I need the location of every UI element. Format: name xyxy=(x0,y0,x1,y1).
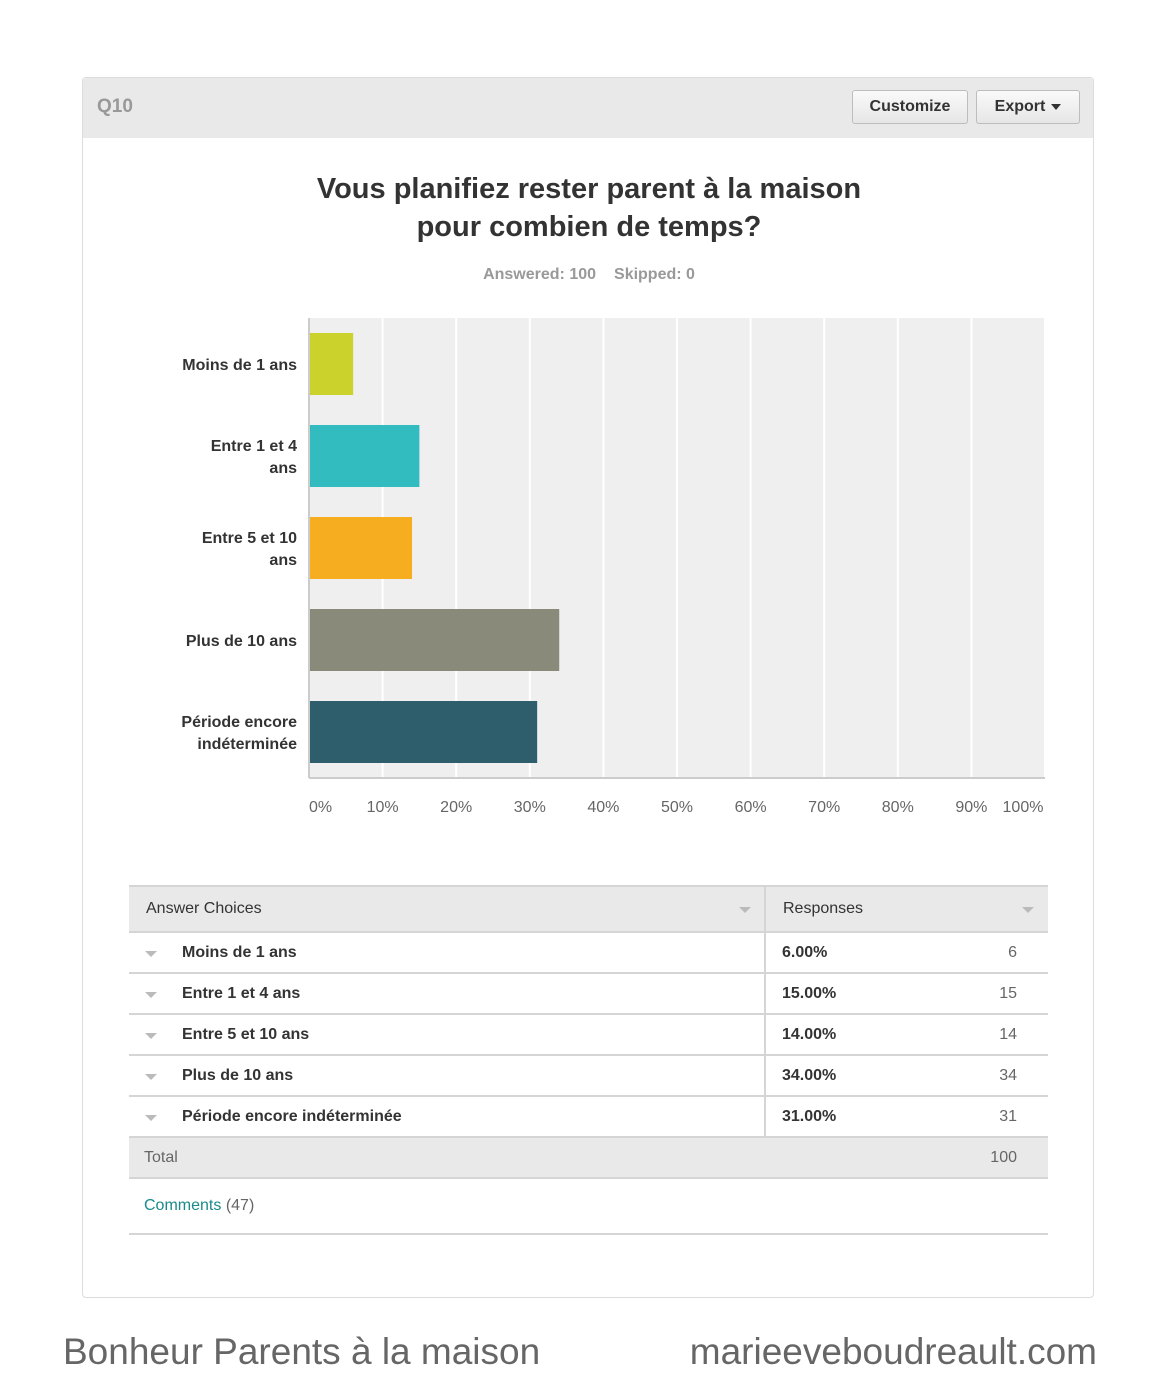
bar-chart xyxy=(83,78,1093,838)
x-tick-label: 80% xyxy=(881,799,914,816)
table-header-row xyxy=(129,886,1048,932)
total-label: Total xyxy=(129,1137,765,1178)
total-row xyxy=(129,1137,1048,1178)
answer-choice-label: Moins de 1 ans xyxy=(182,943,297,961)
answer-choice-cell xyxy=(129,973,765,1014)
question-number: Q10 xyxy=(97,96,133,117)
total-value: 100 xyxy=(765,1137,1048,1178)
bar xyxy=(310,425,419,487)
table-row xyxy=(129,973,1048,1014)
answer-choice-label: Entre 5 et 10 ans xyxy=(182,1025,310,1043)
bar xyxy=(310,609,559,671)
chart-title-line-2: pour combien de temps? xyxy=(416,211,762,243)
column-header-choices[interactable] xyxy=(129,886,765,932)
answer-choice-label: Période encore indéterminée xyxy=(182,1107,402,1125)
column-header-choices-label: Answer Choices xyxy=(146,900,262,917)
responses-cell xyxy=(765,932,1048,973)
table-row xyxy=(129,1096,1048,1137)
export-label: Export xyxy=(994,98,1046,115)
comments-cell xyxy=(129,1178,1048,1234)
answer-choice-label: Plus de 10 ans xyxy=(182,1066,294,1084)
response-percent: 14.00% xyxy=(782,1025,837,1043)
x-tick-label: 90% xyxy=(955,799,988,816)
y-category-label: Entre 1 et 4 xyxy=(210,438,297,455)
responses-cell xyxy=(765,1055,1048,1096)
comments-link[interactable]: Comments xyxy=(144,1197,222,1214)
y-category-label: Entre 5 et 10 xyxy=(201,530,297,547)
response-count: 31 xyxy=(999,1107,1017,1125)
x-tick-label: 30% xyxy=(513,799,546,816)
x-tick-label: 60% xyxy=(734,799,767,816)
responses-cell xyxy=(765,973,1048,1014)
x-tick-label: 10% xyxy=(366,799,399,816)
response-count: 6 xyxy=(1008,943,1017,961)
y-category-label: Plus de 10 ans xyxy=(185,633,297,650)
customize-button[interactable]: Customize xyxy=(852,90,968,124)
response-percent: 15.00% xyxy=(782,984,837,1002)
sort-caret-icon[interactable] xyxy=(739,907,751,913)
responses-table xyxy=(129,885,1048,1235)
y-category-label: ans xyxy=(269,460,297,477)
response-count: 34 xyxy=(999,1066,1017,1084)
column-header-responses-label: Responses xyxy=(783,900,864,917)
answer-choice-cell xyxy=(129,932,765,973)
answer-choice-label: Entre 1 et 4 ans xyxy=(182,984,301,1002)
x-tick-label: 70% xyxy=(808,799,841,816)
answer-choice-cell xyxy=(129,1096,765,1137)
bar xyxy=(310,333,353,395)
answer-choice-cell xyxy=(129,1055,765,1096)
bar xyxy=(310,517,412,579)
response-percent: 6.00% xyxy=(782,943,828,961)
response-percent: 31.00% xyxy=(782,1107,837,1125)
x-tick-label: 0% xyxy=(309,799,333,816)
footer-left-text: Bonheur Parents à la maison xyxy=(63,1331,541,1372)
expand-caret-icon[interactable] xyxy=(145,1115,157,1121)
responses-cell xyxy=(765,1014,1048,1055)
y-category-label: indéterminée xyxy=(197,736,297,753)
x-tick-label: 50% xyxy=(660,799,694,816)
y-category-label: ans xyxy=(269,552,297,569)
table-row xyxy=(129,1014,1048,1055)
table-row xyxy=(129,932,1048,973)
y-category-label: Période encore xyxy=(181,714,297,731)
comments-row xyxy=(129,1178,1048,1234)
response-count: 15 xyxy=(999,984,1017,1002)
x-tick-label: 100% xyxy=(1002,799,1044,816)
answer-choice-cell xyxy=(129,1014,765,1055)
bar xyxy=(310,701,537,763)
comments-count: (47) xyxy=(225,1197,255,1214)
skipped-count: Skipped: 0 xyxy=(614,266,695,283)
sort-caret-icon[interactable] xyxy=(1022,907,1034,913)
response-percent: 34.00% xyxy=(782,1066,837,1084)
y-category-label: Moins de 1 ans xyxy=(182,357,297,374)
expand-caret-icon[interactable] xyxy=(145,1074,157,1080)
chart-title-line-1: Vous planifiez rester parent à la maison xyxy=(316,173,862,205)
footer-right-text: marieeveboudreault.com xyxy=(689,1331,1097,1372)
expand-caret-icon[interactable] xyxy=(145,1033,157,1039)
column-header-responses[interactable] xyxy=(765,886,1048,932)
x-tick-label: 20% xyxy=(440,799,473,816)
expand-caret-icon[interactable] xyxy=(145,992,157,998)
response-count: 14 xyxy=(999,1025,1017,1043)
expand-caret-icon[interactable] xyxy=(145,951,157,957)
x-tick-label: 40% xyxy=(587,799,620,816)
table-row xyxy=(129,1055,1048,1096)
question-card xyxy=(82,77,1094,1298)
answered-count: Answered: 100 xyxy=(483,266,597,283)
responses-cell xyxy=(765,1096,1048,1137)
